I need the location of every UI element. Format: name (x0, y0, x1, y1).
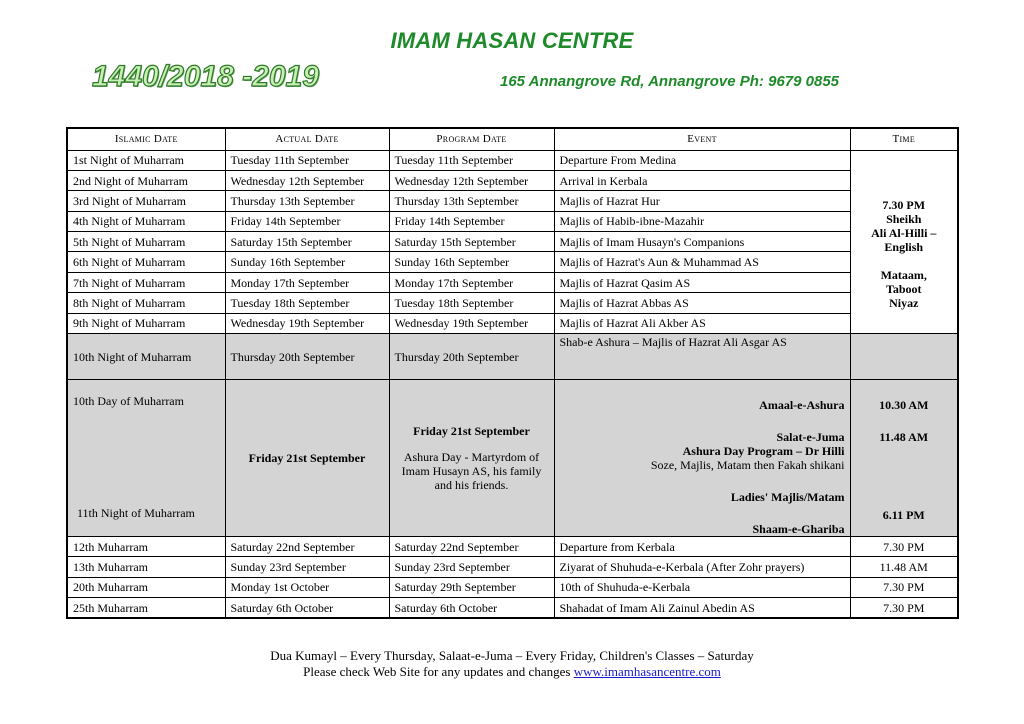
islamic-date-cell: 2nd Night of Muharram (67, 170, 225, 190)
event-cell: Departure From Medina (554, 150, 850, 170)
website-link[interactable]: www.imamhasancentre.com (573, 664, 721, 679)
ashura-time-shaam: 6.11 PM (882, 508, 925, 523)
table-row (67, 191, 958, 211)
table-row (67, 577, 958, 597)
program-date-cell: Saturday 15th September (389, 232, 554, 252)
ashura-event-shaam: Shaam-e-Ghariba (752, 522, 845, 537)
ashura-actual-date-cell: Friday 21st September (225, 380, 389, 537)
actual-date-cell: Saturday 15th September (225, 232, 389, 252)
nights-time-cell (850, 150, 958, 334)
table-row (67, 598, 958, 618)
ashura-event-salat: Salat-e-Juma (776, 430, 845, 445)
year-banner: 1440/2018 -2019 (92, 60, 319, 93)
ashura-program-description: Ashura Day - Martyrdom of Imam Husayn AS, his family and his friends. (401, 450, 542, 493)
empty-time-cell (850, 334, 958, 380)
event-cell: Shab-e Ashura – Majlis of Hazrat Ali Asgar AS (554, 334, 850, 380)
actual-date-cell: Thursday 20th September (225, 334, 389, 380)
ashura-time-cell (850, 380, 958, 537)
nights-language: English (884, 239, 924, 254)
table-row (67, 313, 958, 333)
table-row-ashura (67, 380, 958, 537)
table-row (67, 293, 958, 313)
islamic-date-cell: 8th Night of Muharram (67, 293, 225, 313)
islamic-date-cell: 3rd Night of Muharram (67, 191, 225, 211)
islamic-date-cell: 1st Night of Muharram (67, 150, 225, 170)
time-cell: 7.30 PM (850, 598, 958, 618)
program-date-cell: Friday 14th September (389, 211, 554, 231)
actual-date-cell: Wednesday 12th September (225, 170, 389, 190)
event-cell: Majlis of Hazrat Hur (554, 191, 850, 211)
table-row (67, 252, 958, 272)
event-cell: Majlis of Habib-ibne-Mazahir (554, 211, 850, 231)
event-cell: Shahadat of Imam Ali Zainul Abedin AS (554, 598, 850, 618)
event-cell: Arrival in Kerbala (554, 170, 850, 190)
table-row (67, 170, 958, 190)
ashura-event-cell (554, 380, 850, 537)
column-header-time: Time (850, 128, 958, 150)
program-date-cell: Sunday 23rd September (389, 557, 554, 577)
event-cell: Majlis of Hazrat Ali Akber AS (554, 313, 850, 333)
actual-date-cell: Monday 1st October (225, 577, 389, 597)
actual-date-cell: Friday 14th September (225, 211, 389, 231)
islamic-date-cell: 9th Night of Muharram (67, 313, 225, 333)
program-schedule-table (66, 127, 959, 619)
ashura-event-details: Soze, Majlis, Matam then Fakah shikani (650, 458, 845, 473)
islamic-date-cell: 7th Night of Muharram (67, 272, 225, 292)
actual-date-cell: Saturday 22nd September (225, 537, 389, 557)
program-date-cell: Sunday 16th September (389, 252, 554, 272)
program-date-cell: Thursday 20th September (389, 334, 554, 380)
ashura-program-date-cell (389, 380, 554, 537)
column-header-islamic-date: Islamic Date (67, 128, 225, 150)
event-cell: Majlis of Hazrat's Aun & Muhammad AS (554, 252, 850, 272)
table-row (67, 150, 958, 170)
table-row-tenth-night (67, 334, 958, 380)
islamic-date-cell: 25th Muharram (67, 598, 225, 618)
column-header-actual-date: Actual Date (225, 128, 389, 150)
actual-date-cell: Sunday 16th September (225, 252, 389, 272)
event-cell: Majlis of Hazrat Abbas AS (554, 293, 850, 313)
program-date-cell: Tuesday 11th September (389, 150, 554, 170)
ashura-event-amaal: Amaal-e-Ashura (759, 398, 845, 413)
program-date-cell: Wednesday 19th September (389, 313, 554, 333)
ashura-event-ladies: Ladies' Majlis/Matam (730, 490, 845, 505)
ashura-time-amaal: 10.30 AM (879, 398, 929, 413)
program-date-cell: Wednesday 12th September (389, 170, 554, 190)
actual-date-cell: Thursday 13th September (225, 191, 389, 211)
table-row (67, 557, 958, 577)
table-row (67, 272, 958, 292)
nights-time: 7.30 PM (882, 197, 926, 212)
islamic-date-cell: 5th Night of Muharram (67, 232, 225, 252)
time-cell: 7.30 PM (850, 537, 958, 557)
event-cell: 10th of Shuhuda-e-Kerbala (554, 577, 850, 597)
actual-date-cell: Sunday 23rd September (225, 557, 389, 577)
program-date-cell: Tuesday 18th September (389, 293, 554, 313)
program-date-cell: Monday 17th September (389, 272, 554, 292)
time-cell: 11.48 AM (850, 557, 958, 577)
table-header-row (67, 128, 958, 150)
table-row (67, 232, 958, 252)
actual-date-cell: Tuesday 18th September (225, 293, 389, 313)
nights-speaker-title: Sheikh (886, 211, 922, 226)
ashura-islamic-day: 10th Day of Muharram (73, 394, 184, 409)
program-date-cell: Thursday 13th September (389, 191, 554, 211)
islamic-date-cell: 4th Night of Muharram (67, 211, 225, 231)
event-cell: Ziyarat of Shuhuda-e-Kerbala (After Zohr prayers) (554, 557, 850, 577)
actual-date-cell: Saturday 6th October (225, 598, 389, 618)
nights-speaker-name: Ali Al-Hilli – (871, 225, 937, 240)
program-date-cell: Saturday 29th September (389, 577, 554, 597)
column-header-event: Event (554, 128, 850, 150)
table-row (67, 537, 958, 557)
program-date-cell: Saturday 6th October (389, 598, 554, 618)
centre-title: IMAM HASAN CENTRE (390, 28, 634, 53)
actual-date-cell: Wednesday 19th September (225, 313, 389, 333)
table-row (67, 211, 958, 231)
event-cell: Majlis of Hazrat Qasim AS (554, 272, 850, 292)
islamic-date-cell: 6th Night of Muharram (67, 252, 225, 272)
ashura-islamic-night: 11th Night of Muharram (77, 506, 195, 521)
islamic-date-cell: 10th Night of Muharram (67, 334, 225, 380)
nights-extra-taboot: Taboot (885, 281, 922, 296)
column-header-program-date: Program Date (389, 128, 554, 150)
nights-extra-niyaz: Niyaz (889, 295, 919, 310)
islamic-date-cell: 20th Muharram (67, 577, 225, 597)
footer-website-text: Please check Web Site for any updates and changes (303, 664, 574, 679)
program-date-cell: Saturday 22nd September (389, 537, 554, 557)
ashura-time-salat: 11.48 AM (879, 430, 929, 445)
islamic-date-cell: 12th Muharram (67, 537, 225, 557)
ashura-program-title: Friday 21st September (413, 424, 530, 439)
event-cell: Departure from Kerbala (554, 537, 850, 557)
ashura-islamic-date-cell (67, 380, 225, 537)
nights-extra-mataam: Mataam, (880, 267, 927, 282)
footer-website-note (0, 664, 1024, 680)
event-cell: Majlis of Imam Husayn's Companions (554, 232, 850, 252)
ashura-event-program: Ashura Day Program – Dr Hilli (682, 444, 845, 459)
actual-date-cell: Monday 17th September (225, 272, 389, 292)
islamic-date-cell: 13th Muharram (67, 557, 225, 577)
time-cell: 7.30 PM (850, 577, 958, 597)
actual-date-cell: Tuesday 11th September (225, 150, 389, 170)
centre-address: 165 Annangrove Rd, Annangrove Ph: 9679 0855 (500, 73, 840, 90)
footer-weekly-programs: Dua Kumayl – Every Thursday, Salaat-e-Juma – Every Friday, Children's Classes – Saturday (270, 648, 754, 663)
